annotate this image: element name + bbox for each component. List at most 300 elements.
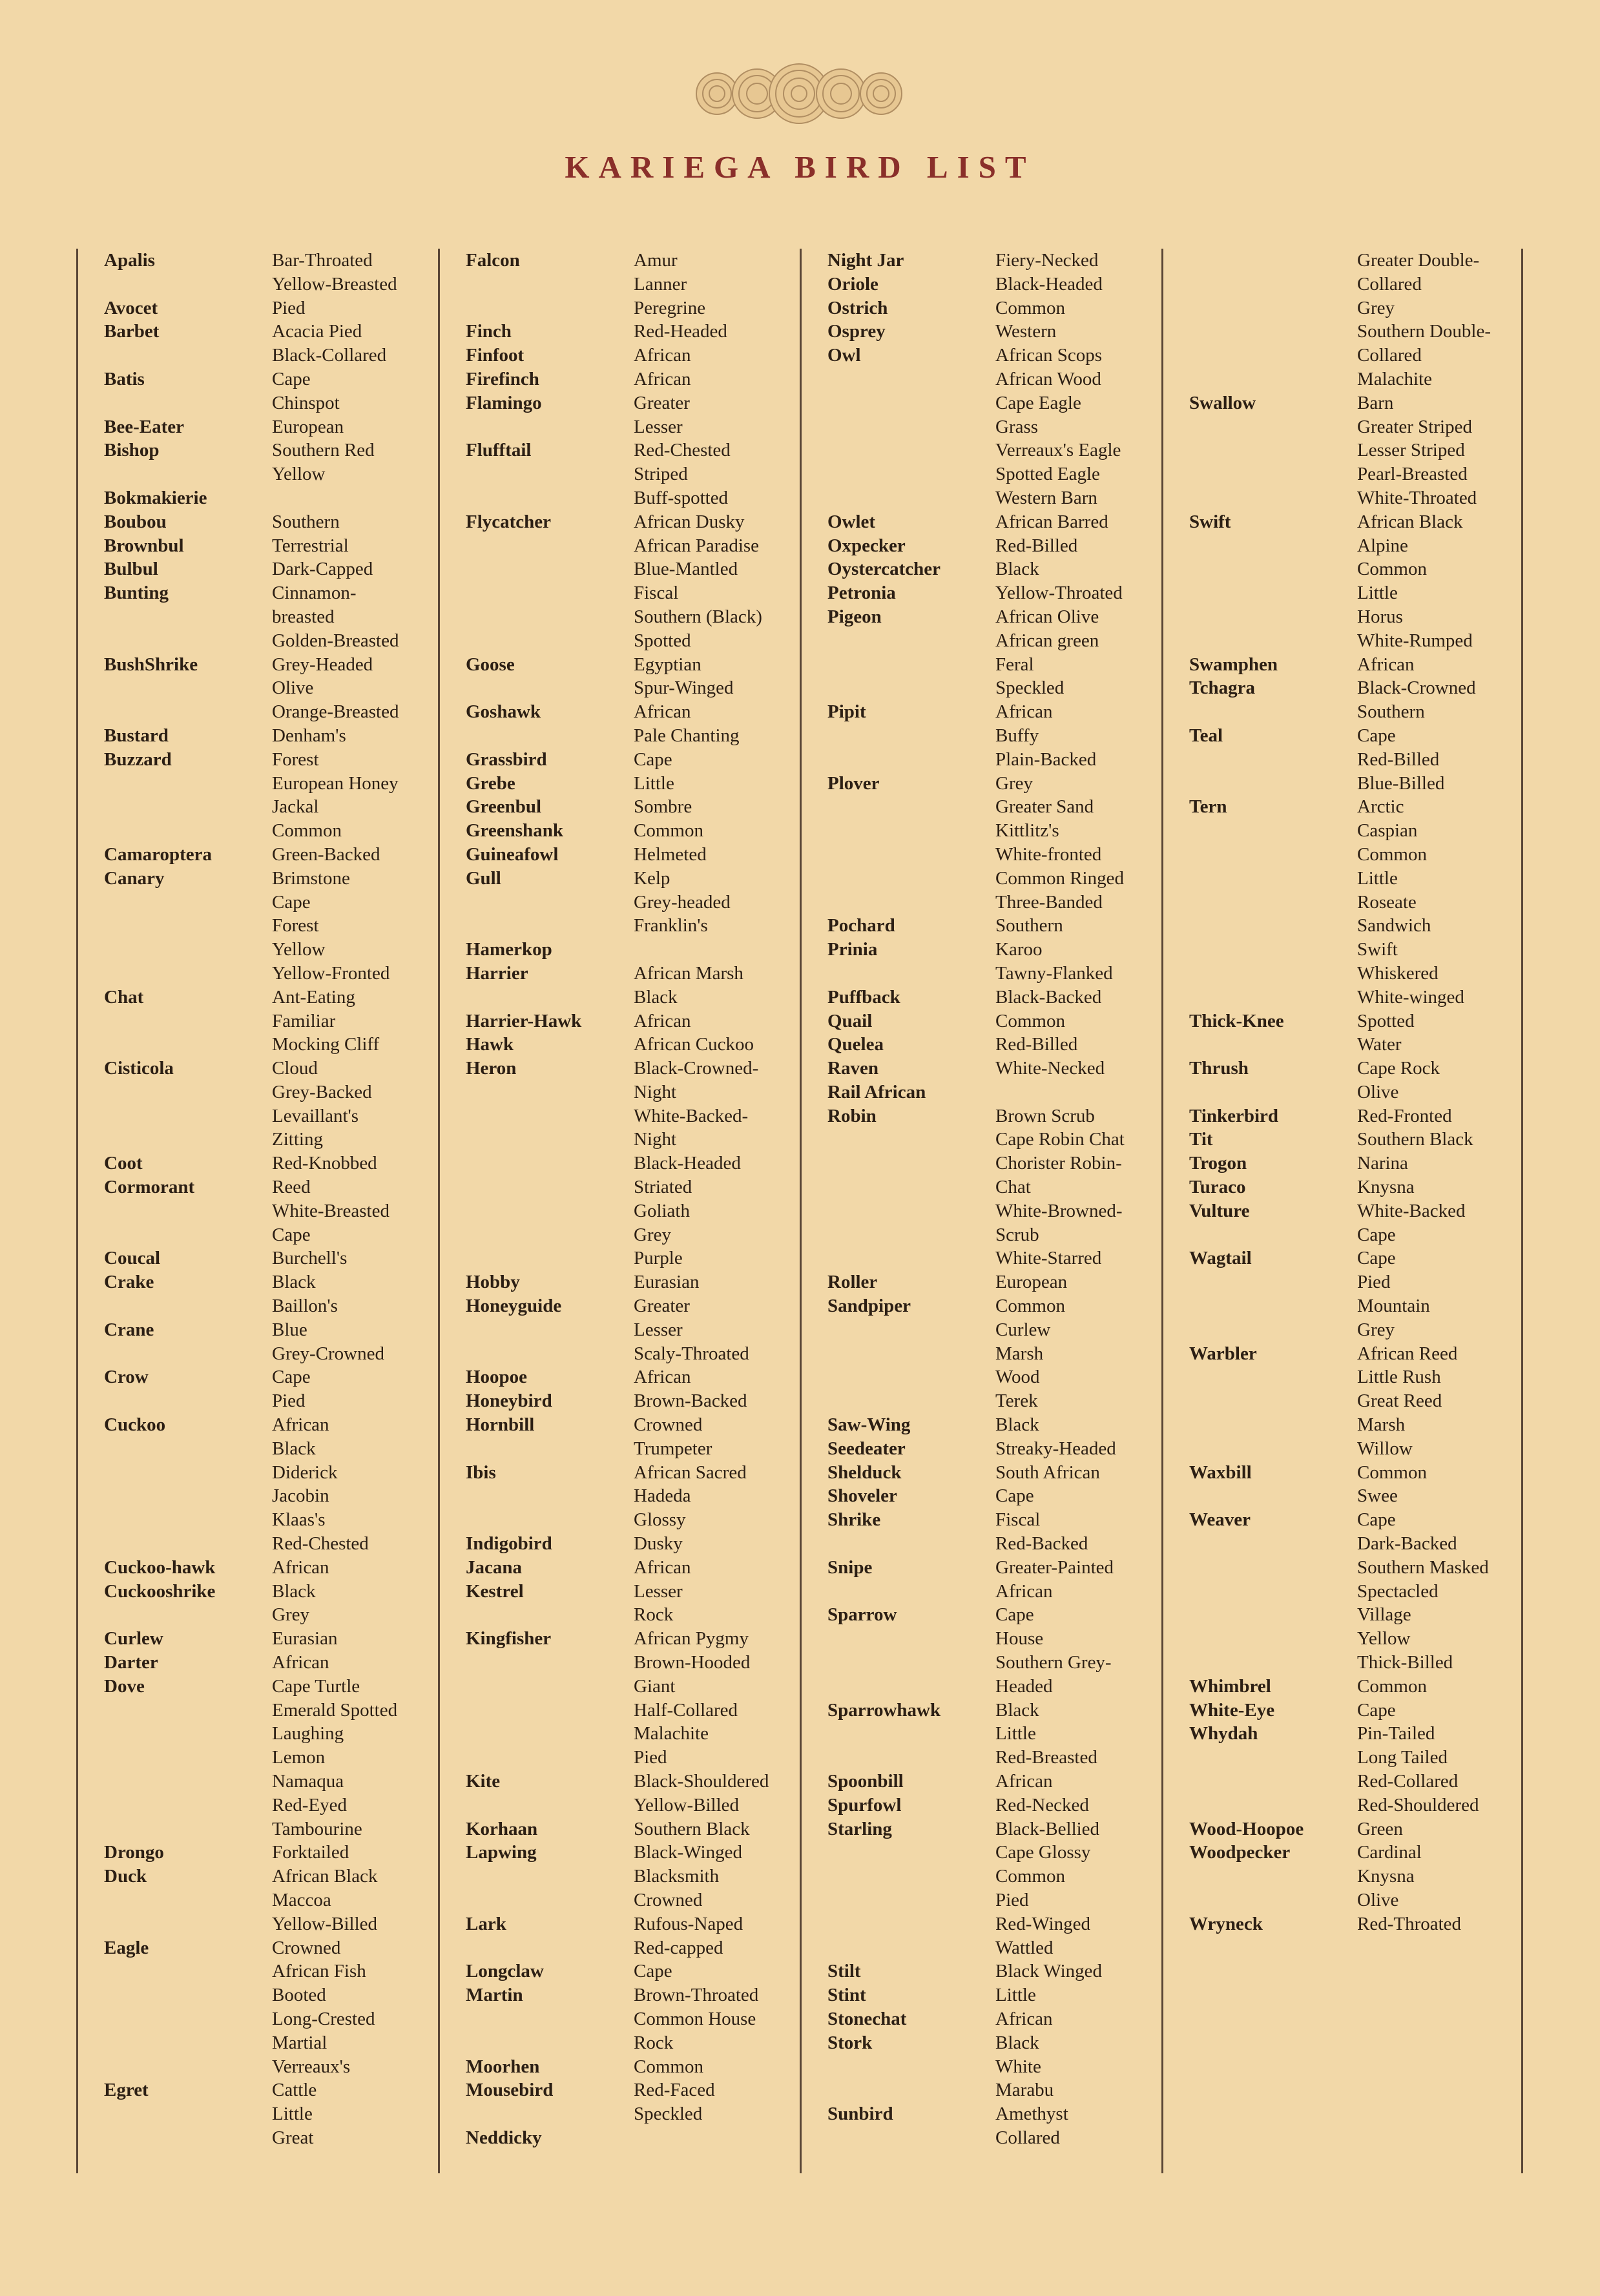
bird-species: Speckled — [634, 2104, 703, 2125]
bird-entry — [466, 1413, 800, 1437]
bird-family — [466, 486, 634, 510]
bird-family: Falcon — [466, 250, 520, 271]
bird-entry — [104, 1675, 438, 1699]
bird-entry — [466, 1983, 800, 2007]
bird-family — [1189, 819, 1357, 843]
bird-species: Little — [272, 2104, 313, 2125]
bird-species: Kittlitz's — [995, 820, 1059, 842]
bird-family — [104, 1912, 272, 1936]
bird-entry — [827, 1152, 1161, 1175]
bird-entry — [1189, 867, 1521, 891]
bird-species: Common — [995, 297, 1065, 318]
bird-entry — [1189, 1484, 1521, 1508]
bird-entry — [827, 1817, 1161, 1841]
bird-family — [827, 843, 995, 867]
bird-entry — [827, 367, 1161, 391]
bird-species: Cattle — [272, 2080, 317, 2101]
bird-family — [466, 1508, 634, 1532]
bird-family: Boubou — [104, 511, 167, 532]
bird-species: Dark-Capped — [272, 559, 373, 580]
bird-entry — [827, 2078, 1161, 2102]
bird-family — [104, 1009, 272, 1033]
bird-family — [104, 1532, 272, 1556]
bird-species: Cinnamon- — [272, 583, 357, 604]
bird-family — [104, 700, 272, 724]
bird-entry — [466, 510, 800, 534]
bird-species: Green-Backed — [272, 843, 380, 865]
bird-species: Marsh — [995, 1343, 1044, 1364]
bird-species: Grey — [634, 1224, 671, 1245]
bird-entry — [1189, 273, 1521, 296]
bird-family — [1189, 772, 1357, 796]
bird-entry — [1189, 1294, 1521, 1318]
bird-family: Petronia — [827, 583, 896, 604]
bird-species: Southern — [1357, 701, 1425, 723]
bird-entry — [104, 534, 438, 558]
bird-entry — [1189, 914, 1521, 938]
bird-list-columns — [76, 249, 1523, 2173]
bird-entry — [466, 1223, 800, 1247]
bird-species: African Marsh — [634, 962, 743, 984]
bird-species: Spur-Winged — [634, 677, 734, 699]
bird-entry — [466, 1081, 800, 1104]
bird-species: African Paradise — [634, 535, 760, 556]
bird-species: Half-Collared — [634, 1699, 738, 1721]
bird-species: Grey — [1357, 297, 1395, 318]
bird-family — [466, 296, 634, 320]
bird-species: Black — [995, 1414, 1039, 1436]
bird-species: African Scops — [995, 345, 1103, 366]
bird-entry — [1189, 1841, 1521, 1865]
bird-family: Tchagra — [1189, 677, 1256, 699]
bird-entry — [1189, 1746, 1521, 1770]
bird-species: Little — [1357, 867, 1398, 889]
bird-family — [827, 1365, 995, 1389]
bird-entry — [827, 510, 1161, 534]
bird-family: Stonechat — [827, 2008, 907, 2029]
bird-entry — [827, 629, 1161, 653]
bird-family — [1189, 1081, 1357, 1104]
bird-family: Chat — [104, 986, 144, 1008]
bird-entry — [466, 1128, 800, 1152]
bird-entry — [827, 1128, 1161, 1152]
bird-family — [827, 1912, 995, 1936]
bird-species — [634, 2126, 800, 2150]
bird-family — [827, 891, 995, 915]
bird-family: Martin — [466, 1985, 523, 2006]
bird-entry — [466, 605, 800, 629]
bird-family — [827, 653, 995, 677]
bird-family — [104, 1960, 272, 1983]
bird-entry — [466, 1556, 800, 1580]
bird-family: Thrush — [1189, 1058, 1249, 1079]
bird-family — [1189, 1033, 1357, 1057]
bird-family: Grebe — [466, 772, 515, 794]
bird-family: Sparrowhawk — [827, 1699, 941, 1721]
bird-family — [1189, 1365, 1357, 1389]
bird-family: Ibis — [466, 1462, 496, 1483]
bird-species: Striated — [634, 1177, 692, 1198]
bird-family — [827, 391, 995, 415]
bird-entry — [104, 1389, 438, 1413]
bird-species: African Wood — [995, 368, 1101, 389]
bird-species: Helmeted — [634, 843, 707, 865]
bird-species: Common — [1357, 559, 1427, 580]
bird-entry — [466, 772, 800, 796]
bird-entry — [1189, 724, 1521, 748]
bird-species: Greater — [634, 392, 690, 413]
bird-species: Cape — [634, 1961, 672, 1982]
bird-entry — [104, 1627, 438, 1651]
bird-family: Vulture — [1189, 1200, 1250, 1221]
bird-species: Jackal — [272, 796, 319, 818]
bird-entry — [827, 1413, 1161, 1437]
bird-entry — [1189, 891, 1521, 915]
bird-entry — [1189, 1128, 1521, 1152]
bird-family: Osprey — [827, 321, 886, 342]
bird-entry — [104, 1983, 438, 2007]
bird-family: Kestrel — [466, 1580, 524, 1602]
bird-family — [827, 1651, 995, 1675]
bird-family — [104, 962, 272, 986]
bird-entry — [827, 605, 1161, 629]
bird-entry — [827, 344, 1161, 367]
bird-entry — [827, 1318, 1161, 1342]
bird-species: African — [995, 1580, 1053, 1602]
bird-entry — [1189, 1627, 1521, 1651]
bird-family — [104, 795, 272, 819]
bird-entry — [104, 2078, 438, 2102]
bird-entry — [827, 1270, 1161, 1294]
bird-family — [104, 1484, 272, 1508]
bird-species: Common — [995, 1010, 1065, 1031]
bird-species: Cardinal — [1357, 1842, 1422, 1863]
bird-entry — [466, 1960, 800, 1983]
bird-family: Cuckoo-hawk — [104, 1557, 216, 1578]
bird-species: Namaqua — [272, 1771, 344, 1792]
bird-species: Cape — [995, 1604, 1034, 1626]
bird-family: Weaver — [1189, 1509, 1251, 1531]
bird-entry — [1189, 843, 1521, 867]
bird-family: Spoonbill — [827, 1771, 904, 1792]
bird-entry — [1189, 1175, 1521, 1199]
bird-family: Raven — [827, 1058, 878, 1079]
bird-entry — [466, 367, 800, 391]
bird-entry — [827, 700, 1161, 724]
bird-entry — [466, 1175, 800, 1199]
bird-family — [827, 1152, 995, 1175]
bird-species: Headed — [995, 1675, 1053, 1697]
bird-entry — [827, 1722, 1161, 1746]
bird-species: Rock — [634, 2032, 674, 2053]
bird-family — [1189, 1556, 1357, 1580]
bird-family — [466, 1175, 634, 1199]
bird-family: Sunbird — [827, 2104, 893, 2125]
bird-species: Brown-Backed — [634, 1391, 747, 1412]
bird-family: Shoveler — [827, 1485, 897, 1507]
bird-family: Greenshank — [466, 820, 563, 842]
bird-species: Lanner — [634, 273, 687, 295]
bird-entry — [1189, 439, 1521, 462]
bird-entry — [466, 843, 800, 867]
bird-entry — [466, 557, 800, 581]
bird-family — [104, 273, 272, 296]
bird-entry — [466, 629, 800, 653]
bird-species: Trumpeter — [634, 1438, 712, 1459]
bird-entry — [104, 1699, 438, 1722]
bird-family — [466, 273, 634, 296]
bird-species: Wood — [995, 1367, 1040, 1388]
bird-family — [104, 1104, 272, 1128]
bird-family — [1189, 581, 1357, 605]
bird-species: Greater — [634, 1296, 690, 1317]
bird-species: Black-Headed — [634, 1153, 741, 1174]
bird-entry — [827, 1532, 1161, 1556]
bird-family: Greenbul — [466, 796, 542, 818]
bird-family — [104, 1722, 272, 1746]
bird-entry — [466, 1675, 800, 1699]
bird-entry — [104, 938, 438, 962]
bird-species: Grey-Headed — [272, 654, 373, 675]
bird-family: Warbler — [1189, 1343, 1257, 1364]
ornament-logo-icon — [685, 61, 913, 126]
bird-species: Cape — [272, 891, 311, 913]
bird-species: Pied — [1357, 1272, 1391, 1293]
bird-entry — [1189, 1865, 1521, 1888]
bird-species: Narina — [1357, 1153, 1408, 1174]
bird-species: Red-Chested — [272, 1533, 369, 1555]
bird-entry — [104, 1246, 438, 1270]
bird-entry — [104, 1960, 438, 1983]
bird-family — [827, 748, 995, 772]
bird-species: African Cuckoo — [634, 1034, 754, 1055]
bird-species: Mountain — [1357, 1296, 1430, 1317]
bird-entry — [104, 1841, 438, 1865]
bird-entry — [1189, 1461, 1521, 1485]
bird-family — [466, 1651, 634, 1675]
bird-family — [104, 1033, 272, 1057]
bird-species: Pied — [634, 1747, 667, 1768]
bird-family — [104, 1888, 272, 1912]
bird-entry — [104, 748, 438, 772]
bird-family — [466, 2102, 634, 2126]
bird-family — [1189, 320, 1357, 344]
bird-entry — [1189, 1817, 1521, 1841]
bird-entry — [827, 1461, 1161, 1485]
bird-family — [1189, 748, 1357, 772]
bird-entry — [466, 819, 800, 843]
bird-species: Grey — [995, 772, 1033, 794]
bird-species: Streaky-Headed — [995, 1438, 1116, 1459]
bird-family — [466, 986, 634, 1009]
bird-species: Red-Collared — [1357, 1771, 1459, 1792]
bird-species: Pin-Tailed — [1357, 1723, 1435, 1744]
bird-family: Pigeon — [827, 606, 882, 627]
bird-family — [104, 1508, 272, 1532]
bird-species: Cape — [1357, 1224, 1396, 1245]
bird-family: Sandpiper — [827, 1296, 911, 1317]
bird-entry — [827, 1627, 1161, 1651]
bird-family: Duck — [104, 1866, 147, 1887]
bird-family: Spurfowl — [827, 1794, 902, 1815]
bird-entry — [827, 772, 1161, 796]
bird-family: Longclaw — [466, 1961, 544, 1982]
bird-species: Olive — [1357, 1889, 1399, 1910]
bird-family: Saw-Wing — [827, 1414, 911, 1436]
bird-species: Brown-Throated — [634, 1985, 759, 2006]
bird-family: Seedeater — [827, 1438, 906, 1459]
bird-entry — [104, 1175, 438, 1199]
bird-species: Orange-Breasted — [272, 701, 399, 723]
bird-family — [104, 676, 272, 700]
bird-species: Common — [1357, 843, 1427, 865]
bird-family: Finfoot — [466, 345, 525, 366]
bird-species: Lesser Striped — [1357, 440, 1465, 461]
bird-species: Wattled — [995, 1937, 1054, 1958]
bird-species: Fiscal — [634, 583, 679, 604]
bird-entry — [104, 1461, 438, 1485]
bird-species: Diderick — [272, 1462, 338, 1483]
bird-species: Levaillant's — [272, 1105, 359, 1126]
bird-family — [1189, 1580, 1357, 1604]
bird-entry — [827, 962, 1161, 986]
bird-family: Guineafowl — [466, 843, 559, 865]
bird-species: White-Browned- — [995, 1200, 1123, 1221]
bird-entry — [827, 1246, 1161, 1270]
bird-species: Bar-Throated — [272, 250, 373, 271]
bird-species: African — [634, 345, 691, 366]
bird-family — [466, 1675, 634, 1699]
bird-entry — [466, 1508, 800, 1532]
bird-family — [466, 1152, 634, 1175]
bird-species: White-Necked — [995, 1058, 1105, 1079]
bird-entry — [1189, 1009, 1521, 1033]
bird-species: Cape — [1357, 1509, 1396, 1531]
bird-species: Red-Throated — [1357, 1913, 1462, 1934]
bird-family — [104, 1770, 272, 1794]
bird-family — [1189, 1888, 1357, 1912]
bird-species: Yellow-Billed — [272, 1913, 378, 1934]
bird-species: Greater Striped — [1357, 416, 1472, 437]
bird-family — [466, 1936, 634, 1960]
bird-entry — [466, 2031, 800, 2055]
bird-entry — [1189, 367, 1521, 391]
bird-species: Yellow-Billed — [634, 1794, 740, 1815]
bird-entry — [1189, 1081, 1521, 1104]
bird-entry — [1189, 1675, 1521, 1699]
bird-entry — [1189, 795, 1521, 819]
bird-family — [827, 2055, 995, 2079]
bird-entry — [104, 273, 438, 296]
bird-family — [827, 867, 995, 891]
bird-species: Egyptian — [634, 654, 701, 675]
bird-family: Hamerkop — [466, 939, 552, 960]
bird-entry — [466, 1199, 800, 1223]
bird-entry — [827, 1794, 1161, 1817]
bird-family — [466, 1437, 634, 1461]
bird-family: Quail — [827, 1010, 873, 1031]
bird-entry — [466, 1817, 800, 1841]
bird-entry — [466, 1603, 800, 1627]
bird-entry — [827, 1175, 1161, 1199]
bird-species: Grass — [995, 416, 1039, 437]
bird-species: Amethyst — [995, 2104, 1068, 2125]
bird-entry — [827, 273, 1161, 296]
bird-family — [104, 462, 272, 486]
bird-entry — [466, 676, 800, 700]
bird-family — [827, 629, 995, 653]
bird-entry — [104, 1508, 438, 1532]
bird-column-2 — [438, 249, 800, 2173]
bird-family — [466, 1484, 634, 1508]
bird-entry — [104, 1104, 438, 1128]
bird-family — [827, 795, 995, 819]
bird-species: Crowned — [634, 1414, 703, 1436]
bird-entry — [466, 891, 800, 915]
bird-species: Common — [272, 820, 342, 842]
bird-species: Western — [995, 321, 1057, 342]
bird-species: Blue — [272, 1319, 307, 1340]
bird-species: Red-Billed — [1357, 749, 1440, 770]
bird-species: Common — [634, 820, 703, 842]
bird-entry — [104, 367, 438, 391]
bird-family — [466, 1081, 634, 1104]
bird-entry — [827, 891, 1161, 915]
bird-species: Martial — [272, 2032, 327, 2053]
bird-entry — [1189, 1389, 1521, 1413]
bird-species: Lesser — [634, 416, 683, 437]
bird-species: Little Rush — [1357, 1367, 1441, 1388]
bird-species: Black-Shouldered — [634, 1771, 769, 1792]
bird-family: Night Jar — [827, 250, 904, 271]
bird-family — [827, 415, 995, 439]
bird-species: Tawny-Flanked — [995, 962, 1113, 984]
bird-species: Red-Chested — [634, 440, 731, 461]
bird-species: Yellow-Throated — [995, 583, 1123, 604]
bird-family — [827, 962, 995, 986]
bird-family — [104, 1983, 272, 2007]
bird-entry — [104, 1936, 438, 1960]
bird-entry — [827, 1365, 1161, 1389]
bird-entry — [827, 2007, 1161, 2031]
bird-family — [1189, 938, 1357, 962]
bird-entry — [827, 1936, 1161, 1960]
bird-family — [1189, 1865, 1357, 1888]
bird-family — [1189, 1770, 1357, 1794]
bird-family — [827, 367, 995, 391]
bird-species: Black — [634, 986, 678, 1008]
bird-entry — [827, 819, 1161, 843]
bird-family: Rail African — [827, 1081, 926, 1102]
bird-family — [827, 724, 995, 748]
bird-family — [1189, 1223, 1357, 1247]
bird-family: Hornbill — [466, 1414, 535, 1436]
bird-entry — [104, 391, 438, 415]
bird-family — [104, 2031, 272, 2055]
bird-family — [104, 1199, 272, 1223]
bird-family: Harrier — [466, 962, 528, 984]
bird-species: African — [634, 1367, 691, 1388]
bird-entry — [827, 1294, 1161, 1318]
bird-family: Turaco — [1189, 1177, 1246, 1198]
bird-entry — [466, 1699, 800, 1722]
bird-family — [827, 1175, 995, 1199]
bird-species: Grey — [272, 1604, 309, 1626]
bird-entry — [466, 1009, 800, 1033]
bird-family: Coot — [104, 1153, 143, 1174]
bird-species: Dark-Backed — [1357, 1533, 1457, 1555]
bird-entry — [104, 1270, 438, 1294]
